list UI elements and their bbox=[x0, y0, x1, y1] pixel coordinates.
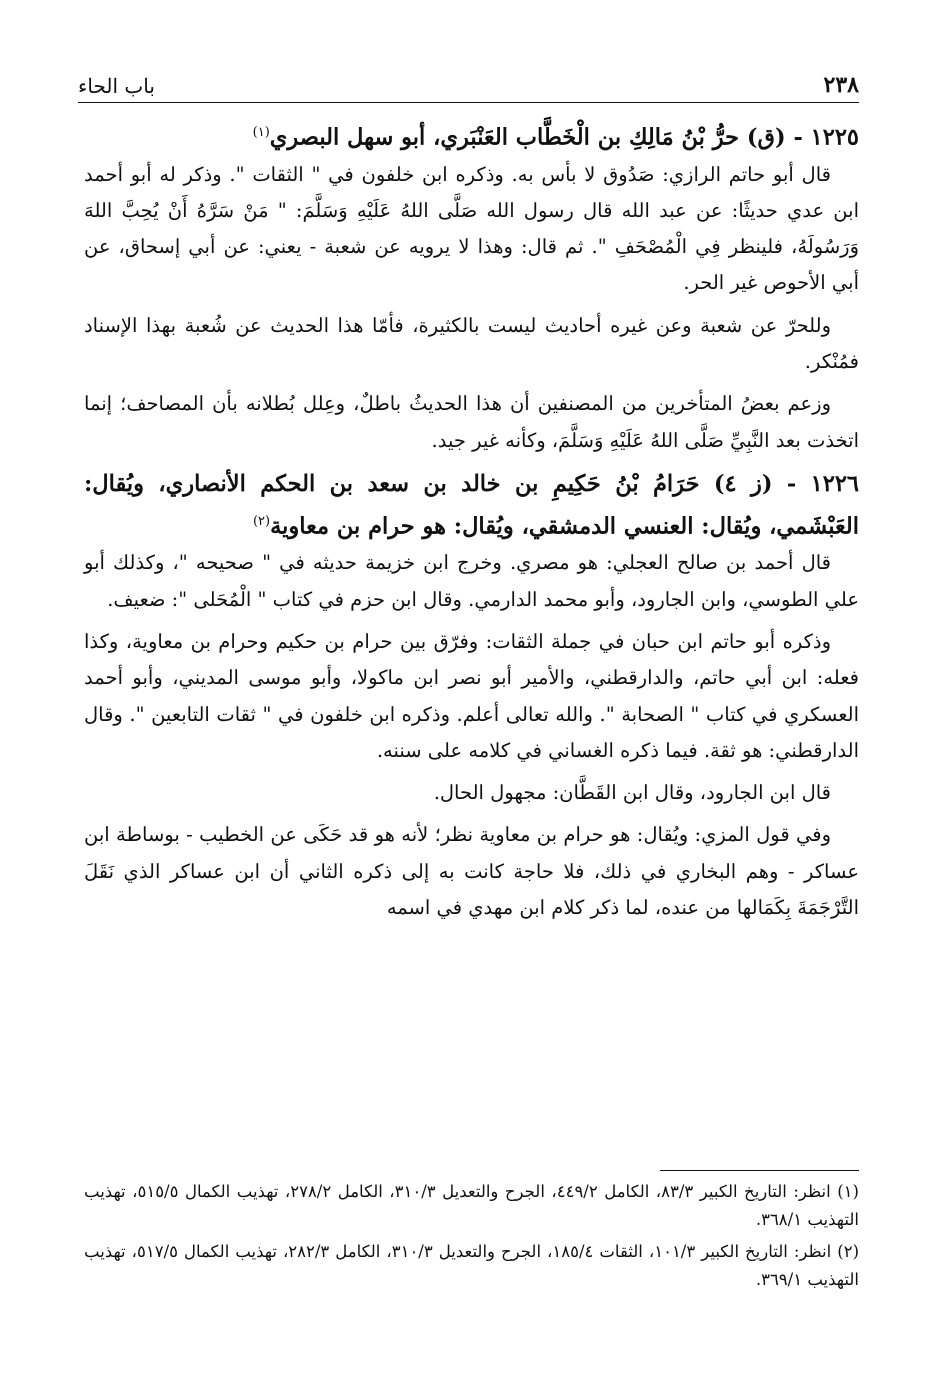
entry-title-1225 bbox=[84, 114, 859, 157]
entry-title-1226 bbox=[84, 465, 859, 546]
paragraph: قال أبو حاتم الرازي: صَدُوق لا بأس به. وذكره ابن خلفون في " الثقات ". وذكر له أبو أحمد ابن عدي حديثًا: عن عبد الله قال رسول الله صَلَّى اللهُ عَلَيْهِ وَسَلَّمَ: " مَنْ سَرَّهُ أَنْ يُحِبَّ اللهَ وَرَسُولَهُ، فلينظر فِي الْمُصْحَفِ ". ثم قال: وهذا لا يرويه عن شعبة - يعني: عن أبي إسحاق، عن أبي الأحوص غير الحر. bbox=[84, 162, 859, 295]
paragraph: وزعم بعضُ المتأخرين من المصنفين أن هذا الحديثُ باطلٌ، وعِلل بُطلانه بأن المصاحف؛ إنما اتخذت بعد النَّبِيِّ صَلَّى اللهُ عَلَيْهِ وَسَلَّمَ، وكأنه غير جيد. bbox=[84, 392, 859, 452]
footnote-divider bbox=[660, 1170, 859, 1171]
paragraph: وللحرّ عن شعبة وعن غيره أحاديث ليست بالكثيرة، فأمّا هذا الحديث عن شُعبة بهذا الإسناد فمُنْكر. bbox=[84, 313, 859, 373]
entry-title-text: ١٢٢٦ - (ز ٤) حَرَامُ بْنُ حَكِيمِ بن خالد بن سعد بن الحكم الأنصاري، ويُقال: العَبْشَمي، ويُقال: العنسي الدمشقي، ويُقال: هو حرام بن معاوية bbox=[84, 470, 860, 540]
footnote-ref: (١) bbox=[252, 125, 270, 140]
page-body bbox=[84, 114, 859, 932]
footnote: (٢) انظر: التاريخ الكبير ١٠١/٣، الثقات ١٨٥/٤، الجرح والتعديل ٣١٠/٣، الكامل ٢٨٢/٣، تهذيب الكمال ٥١٧/٥، تهذيب التهذيب ٣٦٩/١. bbox=[84, 1242, 859, 1289]
paragraph: وذكره أبو حاتم ابن حبان في جملة الثقات: وفرّق بين حرام بن حكيم وحرام بن معاوية، وكذا فعله: ابن أبي حاتم، والدارقطني، والأمير أبو نصر ابن ماكولا، وأبو موسى المديني، وأبو أحمد العسكري في كتاب " الصحابة ". والله تعالى أعلم. وذكره ابن خلفون في " ثقات التابعين ". وقال الدارقطني: هو ثقة. فيما ذكره الغساني في كلامه على سننه. bbox=[84, 629, 859, 762]
footnote-ref: (٢) bbox=[252, 513, 271, 529]
header-divider bbox=[78, 102, 859, 103]
entry-title-text: ١٢٢٥ - (ق) حرُّ بْنُ مَالِكِ بن الْخَطَّاب العَنْبَري، أبو سهل البصري bbox=[269, 124, 859, 151]
paragraph: قال ابن الجارود، وقال ابن القَطَّان: مجهول الحال. bbox=[433, 781, 831, 805]
page-number: ٢٣٨ bbox=[823, 72, 859, 98]
page-header bbox=[78, 64, 859, 98]
paragraph: وفي قول المزي: ويُقال: هو حرام بن معاوية نظر؛ لأنه هو قد حَكَى عن الخطيب - بوساطة ابن عساكر - وهم البخاري في ذلك، فلا حاجة كانت به إلى ذكره الثاني أن ابن عساكر الذي نَقَلَ التَّرْجَمَةَ بِكَمَالها من عنده، لما ذكر كلام ابن مهدي في اسمه bbox=[84, 823, 859, 920]
chapter-title: باب الحاء bbox=[78, 74, 155, 98]
footnotes bbox=[84, 1178, 859, 1298]
paragraph: قال أحمد بن صالح العجلي: هو مصري. وخرج ابن خزيمة حديثه في " صحيحه "، وكذلك أبو علي الطوسي، وابن الجارود، وأبو محمد الدارمي. وقال ابن حزم في كتاب " الْمُحَلى ": ضعيف. bbox=[84, 551, 859, 611]
footnote: (١) انظر: التاريخ الكبير ٨٣/٣، الكامل ٤٤٩/٢، الجرح والتعديل ٣١٠/٣، الكامل ٢٧٨/٢، تهذيب الكمال ٥١٥/٥، تهذيب التهذيب ٣٦٨/١. bbox=[84, 1182, 859, 1229]
